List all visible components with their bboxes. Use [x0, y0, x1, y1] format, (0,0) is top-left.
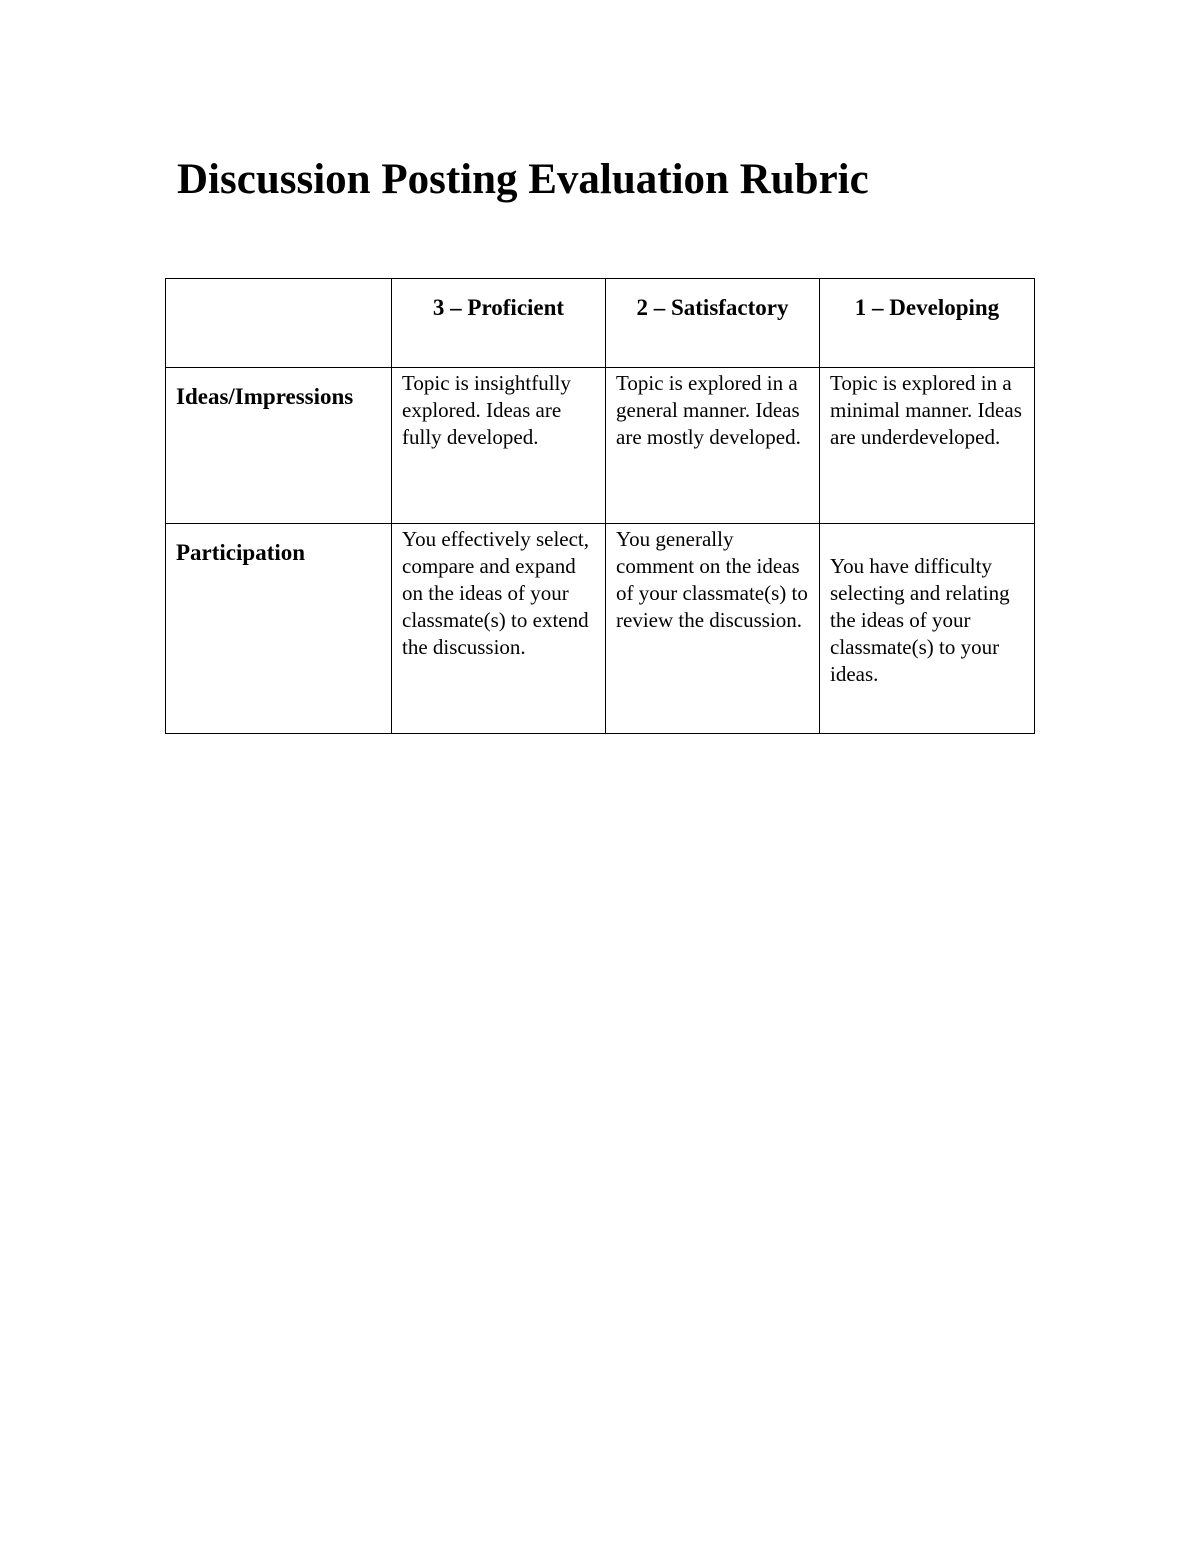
criterion-label-participation: Participation: [166, 524, 392, 734]
level-heading-proficient: 3 – Proficient: [392, 279, 606, 368]
level-heading-satisfactory: 2 – Satisfactory: [606, 279, 820, 368]
rubric-row-participation: [166, 524, 1035, 734]
rubric-cell-participation-proficient: You effectively select, compare and expand on the ideas of your classmate(s) to extend the discussion.: [392, 524, 606, 734]
rubric-cell-ideas-satisfactory: Topic is explored in a general manner. Ideas are mostly developed.: [606, 368, 820, 524]
rubric-header-row: [166, 279, 1035, 368]
rubric-row-ideas-impressions: [166, 368, 1035, 524]
rubric-corner-cell: [166, 279, 392, 368]
page-title: Discussion Posting Evaluation Rubric: [177, 156, 869, 203]
rubric-cell-ideas-developing: Topic is explored in a minimal manner. Ideas are underdeveloped.: [820, 368, 1035, 524]
criterion-label-ideas-impressions: Ideas/Impressions: [166, 368, 392, 524]
rubric-cell-participation-satisfactory: You generally comment on the ideas of your classmate(s) to review the discussion.: [606, 524, 820, 734]
rubric-cell-participation-developing: You have difficulty selecting and relating the ideas of your classmate(s) to your ideas.: [820, 524, 1035, 734]
level-heading-developing: 1 – Developing: [820, 279, 1035, 368]
rubric-cell-ideas-proficient: Topic is insightfully explored. Ideas are fully developed.: [392, 368, 606, 524]
rubric-table: [165, 278, 1035, 734]
